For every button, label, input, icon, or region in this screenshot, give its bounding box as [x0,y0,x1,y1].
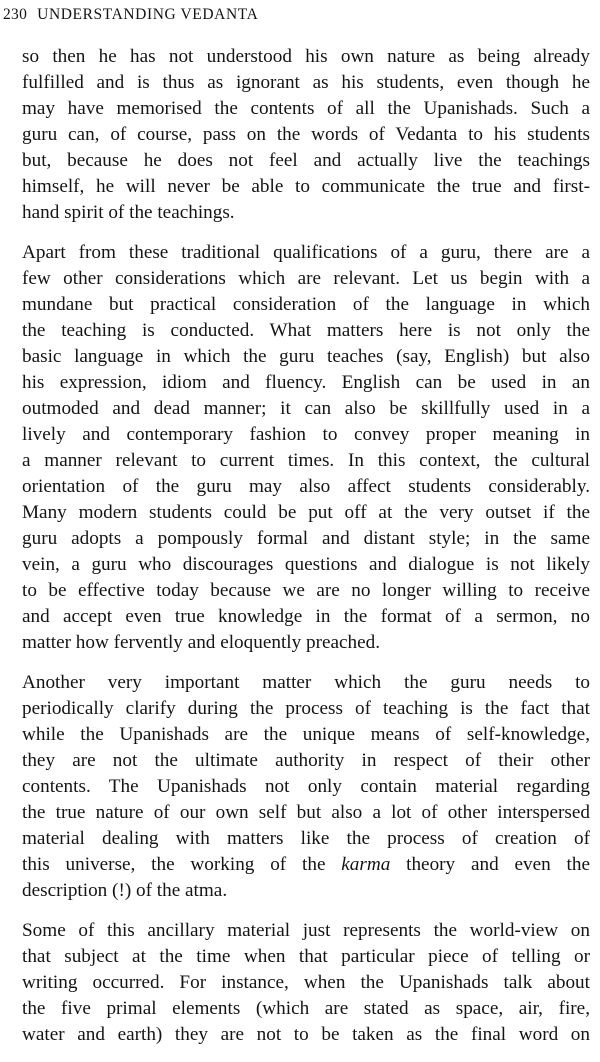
text-line: guru can, of course, pass on the words of Vedanta to his students [22,124,590,145]
text-line-with-italic [22,852,590,878]
text-line: periodically clarify during the process of teaching is the fact that [22,698,590,719]
text-line: they are not the ultimate authority in respect of their other [22,750,590,771]
text-line: matter how fervently and eloquently preached. [22,632,381,653]
text-line: Many modern students could be put off at the very outset if the [22,502,590,523]
text-line: writing occurred. For instance, when the Upanishads talk about [22,972,590,993]
text-line: a manner relevant to current times. In this context, the cultural [22,450,590,471]
text-line: description (!) of the atma. [22,880,228,901]
text-line: but, because he does not feel and actually live the teachings [22,150,590,171]
text-line: Some of this ancillary material just represents the world-view on [22,920,590,941]
running-title: UNDERSTANDING VEDANTA [37,6,259,23]
text-line: himself, he will never be able to communicate the true and first- [22,176,590,197]
paragraph-4 [22,918,590,1048]
running-head [3,6,258,24]
text-line: guru adopts a pompously formal and distant style; in the same [22,528,590,549]
text-line: the true nature of our own self but also a lot of other interspersed [22,802,590,823]
text-line: contents. The Upanishads not only contain material regarding [22,776,590,797]
text-line: mundane but practical consideration of the language in which [22,294,590,315]
text-line: to be effective today because we are no longer willing to receive [22,580,590,601]
text-line: and accept even true knowledge in the format of a sermon, no [22,606,590,627]
text-line: Apart from these traditional qualifications of a guru, there are a [22,242,590,263]
text-line: hand spirit of the teachings. [22,202,235,223]
text-line: may have memorised the contents of all the Upanishads. Such a [22,98,590,119]
text-line: the five primal elements (which are stated as space, air, fire, [22,998,590,1019]
text-line: Another very important matter which the guru needs to [22,672,590,693]
line-start: this universe, the working of the [22,854,342,875]
body-text [22,44,590,1062]
text-line: his expression, idiom and fluency. English can be used in an [22,372,590,393]
paragraph-1 [22,44,590,226]
text-line: so then he has not understood his own nature as being already [22,46,590,67]
text-line: fulfilled and is thus as ignorant as his students, even though he [22,72,590,93]
text-line: the teaching is conducted. What matters here is not only the [22,320,590,341]
text-line: few other considerations which are relevant. Let us begin with a [22,268,590,289]
paragraph-3 [22,670,590,904]
line-end: theory and even the [390,854,590,875]
text-line: material dealing with matters like the process of creation of [22,828,590,849]
text-line: lively and contemporary fashion to convey proper meaning in [22,424,590,445]
text-line: water and earth) they are not to be taken as the final word on [22,1024,590,1045]
text-line: that subject at the time when that particular piece of telling or [22,946,590,967]
page-number: 230 [3,6,28,23]
paragraph-2 [22,240,590,656]
text-line: outmoded and dead manner; it can also be skillfully used in a [22,398,590,419]
text-line: orientation of the guru may also affect students considerably. [22,476,590,497]
text-line: while the Upanishads are the unique means of self-knowledge, [22,724,590,745]
text-line: basic language in which the guru teaches (say, English) but also [22,346,590,367]
italic-term-karma: karma [341,854,391,875]
text-line: vein, a guru who discourages questions and dialogue is not likely [22,554,590,575]
